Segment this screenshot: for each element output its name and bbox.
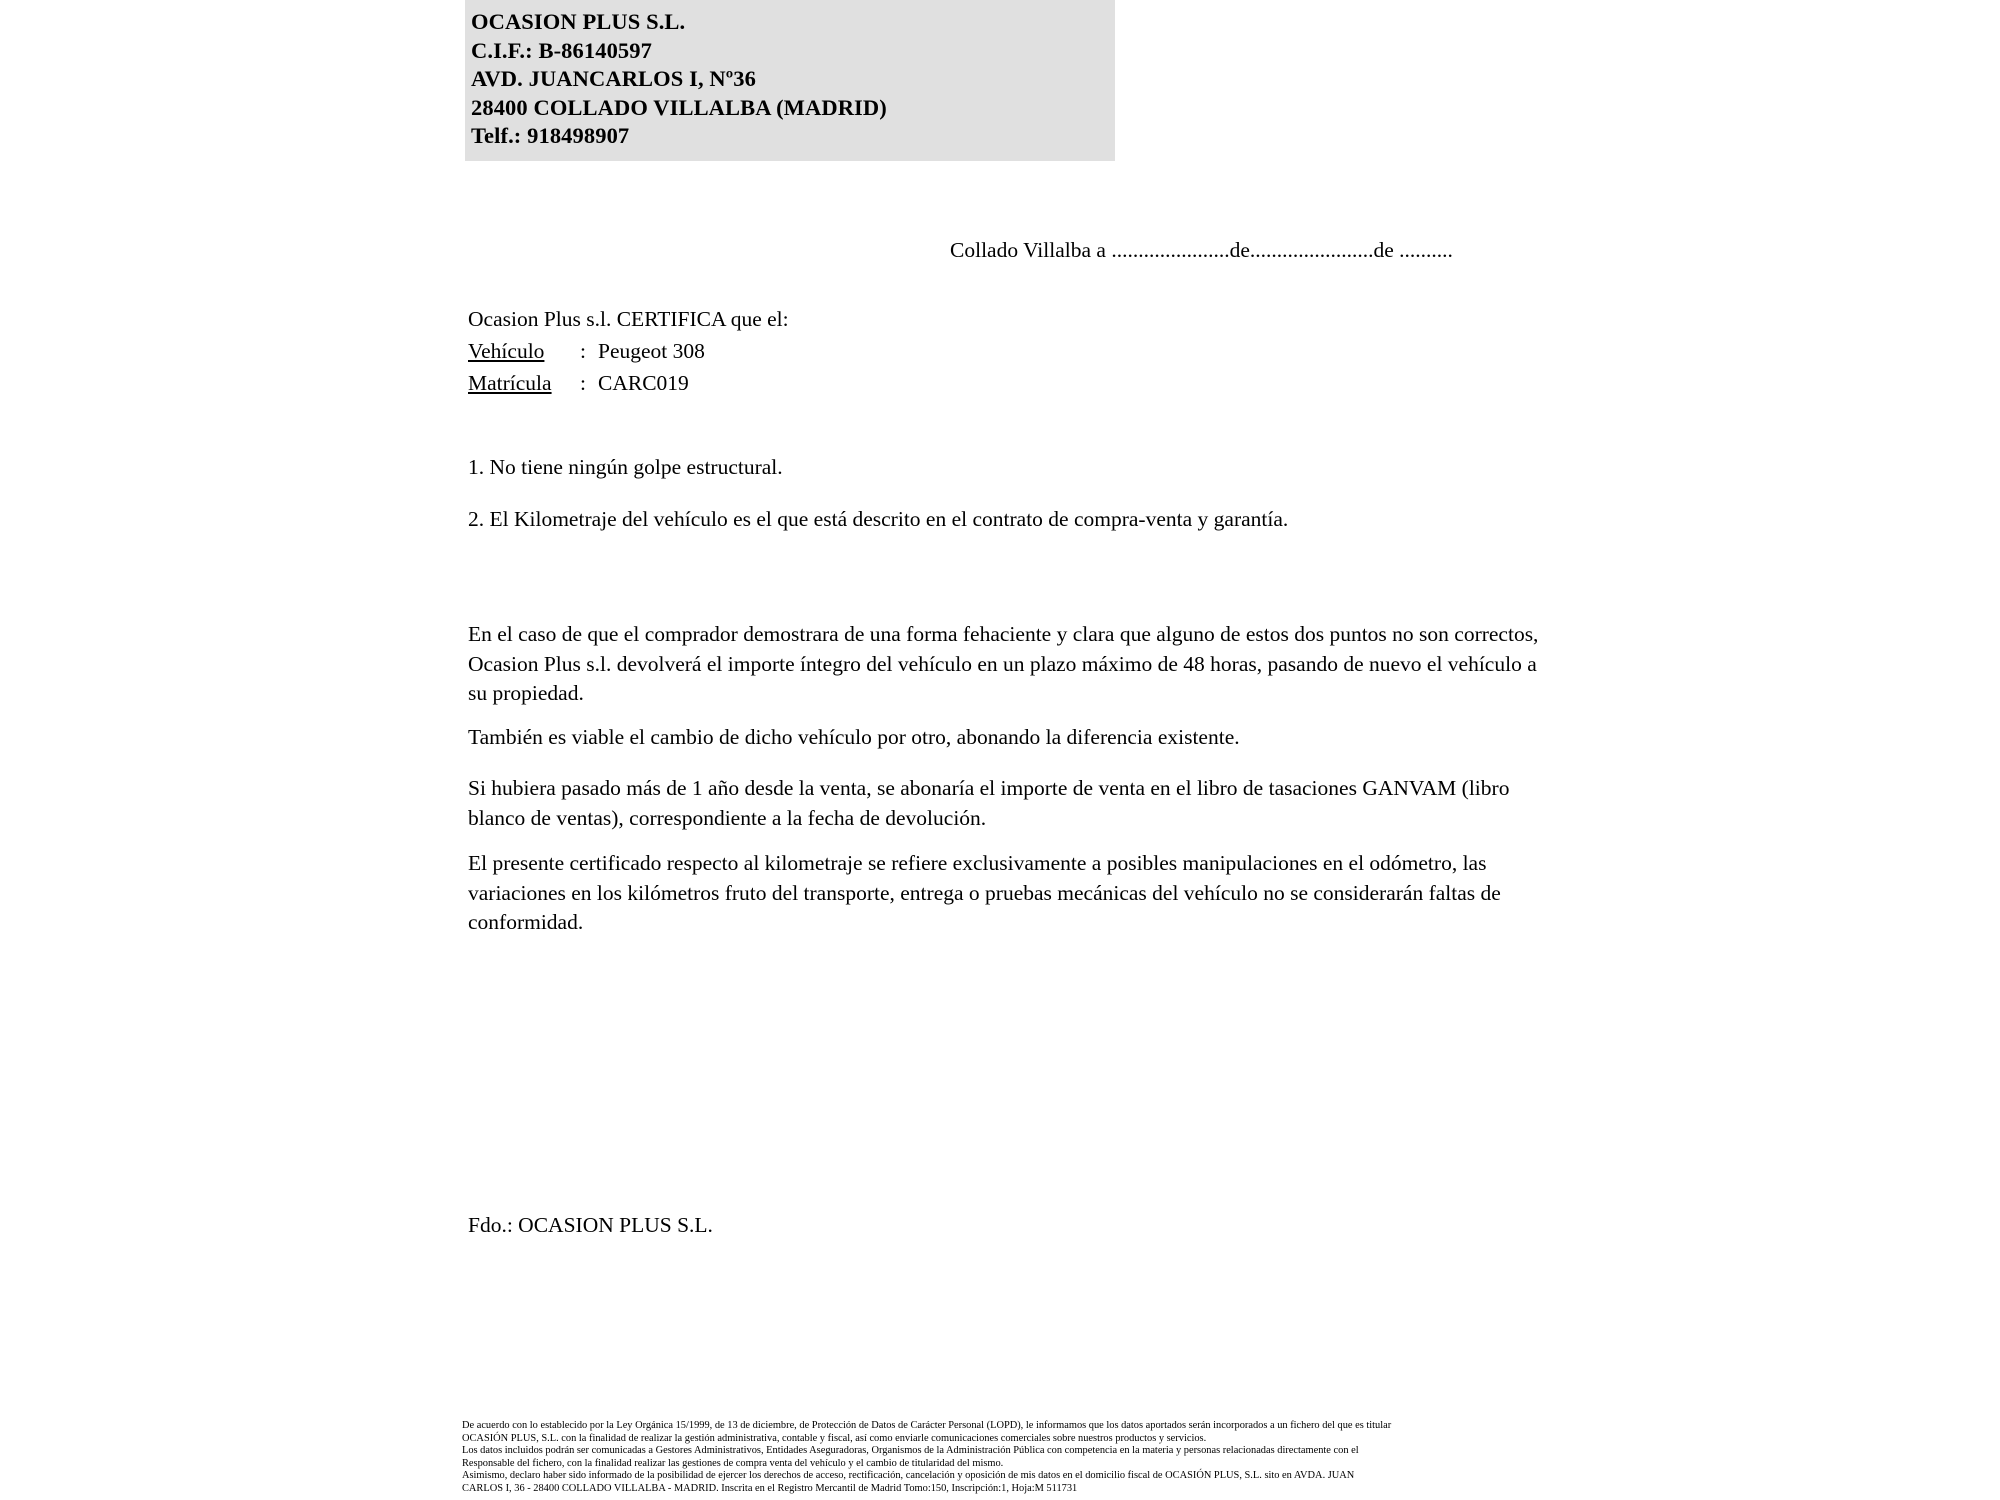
legal-footer-line-2: OCASIÓN PLUS, S.L. con la finalidad de realizar la gestión administrativa, contable y fiscal, así como enviarle comunicaciones comerciales sobre nuestros productos y servicios. <box>462 1432 1207 1444</box>
vehicle-value: Peugeot 308 <box>598 339 705 363</box>
certification-point-2: 2. El Kilometraje del vehículo es el que está descrito en el contrato de compra-venta y garantía. <box>468 507 1289 531</box>
legal-footer-line-4: Responsable del fichero, con la finalidad realizar las gestiones de compra venta del vehículo y el cambio de titularidad del mismo. <box>462 1457 1004 1469</box>
certification-point-1: 1. No tiene ningún golpe estructural. <box>468 455 783 479</box>
clause-paragraph-3: Si hubiera pasado más de 1 año desde la venta, se abonaría el importe de venta en el libro de tasaciones GANVAM (libro blanco de ventas), correspondiente a la fecha de devolución. <box>468 776 1510 830</box>
company-address: AVD. JUANCARLOS I, Nº36 <box>471 66 756 91</box>
plate-value: CARC019 <box>598 371 689 395</box>
plate-label: Matrícula <box>468 371 552 395</box>
certification-intro: Ocasion Plus s.l. CERTIFICA que el: <box>468 307 789 331</box>
company-phone: Telf.: 918498907 <box>471 123 630 148</box>
vehicle-label: Vehículo <box>468 339 545 363</box>
clause-paragraph-4: El presente certificado respecto al kilometraje se refiere exclusivamente a posibles manipulaciones en el odómetro, las variaciones en los kilómetros fruto del transporte, entrega o pruebas mecánicas del vehículo no se considerarán faltas de conformidad. <box>468 851 1501 934</box>
legal-footer-line-6: CARLOS I, 36 - 28400 COLLADO VILLALBA - MADRID. Inscrita en el Registro Mercantil de Madrid Tomo:150, Inscripción:1, Hoja:M 511731 <box>462 1482 1078 1494</box>
vehicle-row <box>468 335 789 367</box>
company-cif: C.I.F.: B-86140597 <box>471 37 652 63</box>
plate-row <box>468 367 789 399</box>
legal-footer-line-3: Los datos incluidos podrán ser comunicadas a Gestores Administrativos, Entidades Aseguradoras, Organismos de la Administración Pública con competencia en la materia y personas relacionadas directamente con el <box>462 1445 1359 1457</box>
legal-footer-line-5: Asimismo, declaro haber sido informado de la posibilidad de ejercer los derechos de acceso, rectificación, cancelación y oposición de mis datos en el domicilio fiscal de OCASIÓN PLUS, S.L. sito en AVDA. JUAN <box>462 1470 1355 1482</box>
clause-paragraph-1: En el caso de que el comprador demostrara de una forma fehaciente y clara que alguno de estos dos puntos no son correctos, Ocasion Plus s.l. devolverá el importe íntegro del vehículo en un plazo máximo de 48 horas, pasando de nuevo el vehículo a su propiedad. <box>468 622 1539 705</box>
company-name: OCASION PLUS S.L. <box>471 9 686 34</box>
legal-footer-line-1: De acuerdo con lo establecido por la Ley Orgánica 15/1999, de 13 de diciembre, de Protección de Datos de Carácter Personal (LOPD), le informamos que los datos aportados serán incorporados a un fichero del que es titular <box>462 1420 1392 1431</box>
letterhead-block <box>465 0 1115 161</box>
date-line: Collado Villalba a ......................de.......................de .......... <box>950 238 1453 262</box>
company-city: 28400 COLLADO VILLALBA (MADRID) <box>471 94 887 120</box>
certification-block <box>468 303 789 399</box>
legal-footer <box>462 1420 1562 1496</box>
vehicle-separator: : <box>580 339 586 363</box>
plate-separator: : <box>580 371 586 395</box>
clause-paragraph-2: También es viable el cambio de dicho vehículo por otro, abonando la diferencia existente. <box>468 725 1240 749</box>
signature-line: Fdo.: OCASION PLUS S.L. <box>468 1213 713 1237</box>
